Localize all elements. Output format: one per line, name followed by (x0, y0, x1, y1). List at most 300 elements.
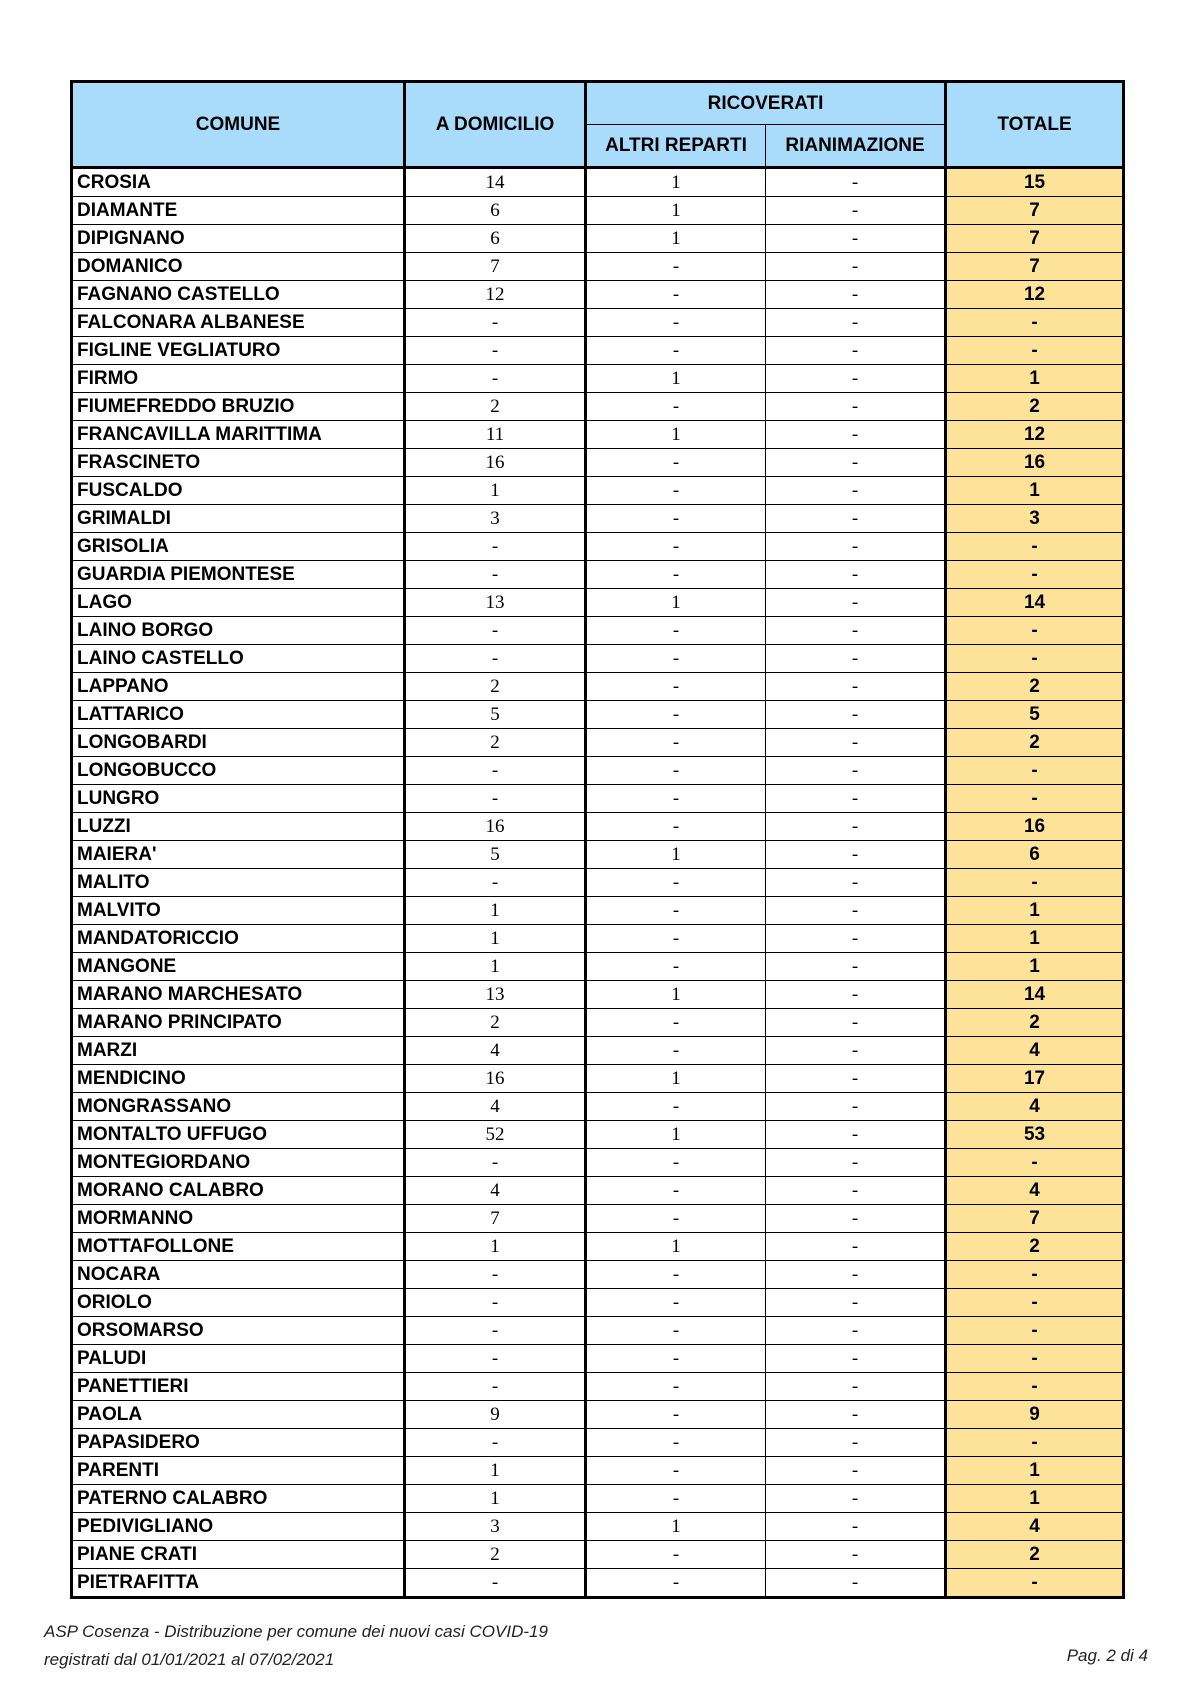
cell-rianimazione: - (766, 1149, 946, 1177)
cell-comune: MONTALTO UFFUGO (72, 1121, 405, 1149)
cell-totale: 14 (946, 589, 1124, 617)
cell-comune: PAPASIDERO (72, 1429, 405, 1457)
cell-altri-reparti: - (586, 449, 766, 477)
cell-altri-reparti: 1 (586, 981, 766, 1009)
cell-comune: MOTTAFOLLONE (72, 1233, 405, 1261)
cell-totale: 4 (946, 1177, 1124, 1205)
cell-rianimazione: - (766, 1009, 946, 1037)
cell-comune: CROSIA (72, 168, 405, 197)
table-row (72, 981, 1124, 1009)
cell-comune: LONGOBUCCO (72, 757, 405, 785)
table-row (72, 561, 1124, 589)
cell-rianimazione: - (766, 925, 946, 953)
cell-domicilio: 12 (405, 281, 586, 309)
cell-domicilio: 52 (405, 1121, 586, 1149)
cell-altri-reparti: - (586, 561, 766, 589)
cell-altri-reparti: - (586, 1485, 766, 1513)
cell-domicilio: 4 (405, 1093, 586, 1121)
cell-domicilio: - (405, 645, 586, 673)
header-ricoverati: RICOVERATI (586, 82, 946, 125)
table-row (72, 533, 1124, 561)
cell-comune: LUZZI (72, 813, 405, 841)
cell-altri-reparti: - (586, 281, 766, 309)
cell-totale: 4 (946, 1513, 1124, 1541)
cell-totale: - (946, 1429, 1124, 1457)
cell-domicilio: - (405, 757, 586, 785)
cell-comune: PALUDI (72, 1345, 405, 1373)
table-row (72, 1485, 1124, 1513)
cell-comune: MORMANNO (72, 1205, 405, 1233)
cell-totale: - (946, 1317, 1124, 1345)
cell-comune: GRIMALDI (72, 505, 405, 533)
cell-comune: MAIERA' (72, 841, 405, 869)
table-row (72, 1429, 1124, 1457)
cell-totale: 7 (946, 225, 1124, 253)
cell-domicilio: 1 (405, 897, 586, 925)
cell-rianimazione: - (766, 168, 946, 197)
cell-altri-reparti: - (586, 1261, 766, 1289)
table-row (72, 1401, 1124, 1429)
table-row (72, 505, 1124, 533)
cell-rianimazione: - (766, 701, 946, 729)
cell-altri-reparti: - (586, 645, 766, 673)
cell-rianimazione: - (766, 1513, 946, 1541)
table-row (72, 729, 1124, 757)
cell-totale: 7 (946, 1205, 1124, 1233)
cell-domicilio: 3 (405, 1513, 586, 1541)
cell-altri-reparti: - (586, 477, 766, 505)
cell-domicilio: 5 (405, 701, 586, 729)
table-row (72, 477, 1124, 505)
table-row (72, 925, 1124, 953)
table-row (72, 1569, 1124, 1598)
cell-altri-reparti: - (586, 1037, 766, 1065)
cell-totale: 16 (946, 449, 1124, 477)
cell-totale: 1 (946, 925, 1124, 953)
cell-altri-reparti: - (586, 1009, 766, 1037)
table-row (72, 1541, 1124, 1569)
cell-domicilio: 16 (405, 449, 586, 477)
cell-totale: 1 (946, 1457, 1124, 1485)
cell-altri-reparti: - (586, 533, 766, 561)
cell-comune: GRISOLIA (72, 533, 405, 561)
cell-altri-reparti: - (586, 505, 766, 533)
table-row (72, 897, 1124, 925)
table-row (72, 1261, 1124, 1289)
cell-comune: FRASCINETO (72, 449, 405, 477)
cell-rianimazione: - (766, 1429, 946, 1457)
cell-comune: PIETRAFITTA (72, 1569, 405, 1598)
cell-domicilio: - (405, 617, 586, 645)
cell-domicilio: 14 (405, 168, 586, 197)
cell-altri-reparti: 1 (586, 1121, 766, 1149)
cell-comune: MARANO PRINCIPATO (72, 1009, 405, 1037)
cell-rianimazione: - (766, 869, 946, 897)
cell-rianimazione: - (766, 729, 946, 757)
cell-totale: - (946, 869, 1124, 897)
cell-altri-reparti: - (586, 785, 766, 813)
cell-altri-reparti: 1 (586, 365, 766, 393)
table-row (72, 1065, 1124, 1093)
cell-totale: - (946, 309, 1124, 337)
table-row (72, 1457, 1124, 1485)
cell-rianimazione: - (766, 477, 946, 505)
table-row (72, 309, 1124, 337)
cell-domicilio: 7 (405, 253, 586, 281)
header-altri-reparti: ALTRI REPARTI (586, 125, 766, 168)
cell-domicilio: - (405, 1345, 586, 1373)
table-row (72, 869, 1124, 897)
cell-rianimazione: - (766, 1177, 946, 1205)
cell-domicilio: - (405, 785, 586, 813)
cell-comune: MANDATORICCIO (72, 925, 405, 953)
cell-comune: PATERNO CALABRO (72, 1485, 405, 1513)
cell-altri-reparti: - (586, 1205, 766, 1233)
cell-altri-reparti: - (586, 1569, 766, 1598)
cell-domicilio: 1 (405, 1485, 586, 1513)
cell-domicilio: - (405, 1429, 586, 1457)
cell-altri-reparti: - (586, 673, 766, 701)
header-rianimazione: RIANIMAZIONE (766, 125, 946, 168)
cell-rianimazione: - (766, 813, 946, 841)
cell-comune: ORIOLO (72, 1289, 405, 1317)
cell-totale: - (946, 1373, 1124, 1401)
cell-totale: 2 (946, 729, 1124, 757)
cell-altri-reparti: - (586, 1177, 766, 1205)
cell-totale: 3 (946, 505, 1124, 533)
cell-rianimazione: - (766, 1457, 946, 1485)
cell-domicilio: 5 (405, 841, 586, 869)
cell-altri-reparti: - (586, 1317, 766, 1345)
table-row (72, 673, 1124, 701)
cell-rianimazione: - (766, 841, 946, 869)
cell-domicilio: 2 (405, 673, 586, 701)
cell-altri-reparti: - (586, 757, 766, 785)
footer-caption (44, 1618, 548, 1674)
table-row (72, 701, 1124, 729)
cases-table (70, 80, 1125, 1599)
page-number: Pag. 2 di 4 (1066, 1646, 1148, 1665)
cell-altri-reparti: - (586, 1149, 766, 1177)
table-row (72, 1149, 1124, 1177)
cell-totale: 2 (946, 393, 1124, 421)
cell-rianimazione: - (766, 1065, 946, 1093)
cell-altri-reparti: 1 (586, 589, 766, 617)
cell-comune: FALCONARA ALBANESE (72, 309, 405, 337)
cell-comune: LAINO CASTELLO (72, 645, 405, 673)
table-row (72, 1205, 1124, 1233)
table-row (72, 253, 1124, 281)
cell-altri-reparti: - (586, 1289, 766, 1317)
cell-comune: NOCARA (72, 1261, 405, 1289)
header-totale: TOTALE (946, 82, 1124, 168)
cell-rianimazione: - (766, 757, 946, 785)
cell-altri-reparti: - (586, 393, 766, 421)
cell-domicilio: - (405, 1289, 586, 1317)
table-row (72, 617, 1124, 645)
cell-comune: MENDICINO (72, 1065, 405, 1093)
cell-domicilio: 13 (405, 981, 586, 1009)
cell-rianimazione: - (766, 365, 946, 393)
cell-comune: LAPPANO (72, 673, 405, 701)
cell-totale: 9 (946, 1401, 1124, 1429)
cell-comune: FRANCAVILLA MARITTIMA (72, 421, 405, 449)
cell-comune: MORANO CALABRO (72, 1177, 405, 1205)
cell-altri-reparti: - (586, 813, 766, 841)
cell-totale: 4 (946, 1037, 1124, 1065)
cell-comune: LUNGRO (72, 785, 405, 813)
cell-domicilio: 6 (405, 225, 586, 253)
cell-rianimazione: - (766, 1317, 946, 1345)
table-row (72, 449, 1124, 477)
cell-domicilio: 1 (405, 1233, 586, 1261)
cell-comune: LATTARICO (72, 701, 405, 729)
cell-comune: MANGONE (72, 953, 405, 981)
table-row (72, 589, 1124, 617)
cell-rianimazione: - (766, 1289, 946, 1317)
cell-comune: LONGOBARDI (72, 729, 405, 757)
cell-altri-reparti: 1 (586, 1513, 766, 1541)
table-row (72, 225, 1124, 253)
table-row (72, 421, 1124, 449)
cell-rianimazione: - (766, 1373, 946, 1401)
cell-domicilio: 16 (405, 813, 586, 841)
cell-totale: 1 (946, 1485, 1124, 1513)
cell-totale: - (946, 645, 1124, 673)
table-row (72, 1037, 1124, 1065)
table-row (72, 757, 1124, 785)
cell-totale: - (946, 1261, 1124, 1289)
cell-altri-reparti: - (586, 1345, 766, 1373)
cell-totale: - (946, 1345, 1124, 1373)
cell-altri-reparti: - (586, 1093, 766, 1121)
cell-totale: 6 (946, 841, 1124, 869)
cell-rianimazione: - (766, 197, 946, 225)
cell-rianimazione: - (766, 393, 946, 421)
cell-totale: 1 (946, 953, 1124, 981)
cell-totale: - (946, 1569, 1124, 1598)
cell-rianimazione: - (766, 1037, 946, 1065)
cell-rianimazione: - (766, 225, 946, 253)
table-row (72, 393, 1124, 421)
cell-rianimazione: - (766, 673, 946, 701)
cell-comune: DIAMANTE (72, 197, 405, 225)
cell-domicilio: 16 (405, 1065, 586, 1093)
cell-totale: 16 (946, 813, 1124, 841)
cell-totale: 2 (946, 1009, 1124, 1037)
cell-comune: MONGRASSANO (72, 1093, 405, 1121)
cell-totale: 12 (946, 281, 1124, 309)
cell-rianimazione: - (766, 1093, 946, 1121)
cell-totale: - (946, 561, 1124, 589)
table-row (72, 337, 1124, 365)
cell-domicilio: 2 (405, 393, 586, 421)
cell-altri-reparti: - (586, 309, 766, 337)
cell-rianimazione: - (766, 505, 946, 533)
cell-rianimazione: - (766, 1121, 946, 1149)
cell-rianimazione: - (766, 561, 946, 589)
cell-comune: MONTEGIORDANO (72, 1149, 405, 1177)
table-row (72, 168, 1124, 197)
cell-altri-reparti: - (586, 897, 766, 925)
table-row (72, 197, 1124, 225)
cell-altri-reparti: - (586, 1541, 766, 1569)
cell-rianimazione: - (766, 1569, 946, 1598)
cell-rianimazione: - (766, 1485, 946, 1513)
cell-domicilio: - (405, 869, 586, 897)
table-body (72, 168, 1124, 1598)
table-row (72, 1177, 1124, 1205)
cell-totale: 5 (946, 701, 1124, 729)
cell-totale: 1 (946, 365, 1124, 393)
cell-altri-reparti: - (586, 253, 766, 281)
cell-totale: 4 (946, 1093, 1124, 1121)
cell-totale: 15 (946, 168, 1124, 197)
cell-comune: LAGO (72, 589, 405, 617)
cell-rianimazione: - (766, 953, 946, 981)
cell-domicilio: - (405, 1373, 586, 1401)
cell-domicilio: 3 (405, 505, 586, 533)
cell-totale: 1 (946, 477, 1124, 505)
cell-rianimazione: - (766, 1401, 946, 1429)
cell-altri-reparti: - (586, 1401, 766, 1429)
cell-altri-reparti: 1 (586, 197, 766, 225)
table-row (72, 1093, 1124, 1121)
cell-domicilio: - (405, 365, 586, 393)
cell-altri-reparti: 1 (586, 168, 766, 197)
cell-domicilio: 2 (405, 1541, 586, 1569)
cell-altri-reparti: - (586, 729, 766, 757)
cell-comune: FIUMEFREDDO BRUZIO (72, 393, 405, 421)
cell-comune: MALITO (72, 869, 405, 897)
cell-rianimazione: - (766, 421, 946, 449)
table-row (72, 1373, 1124, 1401)
table-row (72, 645, 1124, 673)
cell-comune: DIPIGNANO (72, 225, 405, 253)
cell-comune: FIRMO (72, 365, 405, 393)
cell-domicilio: - (405, 1149, 586, 1177)
cell-domicilio: 2 (405, 729, 586, 757)
table-row (72, 365, 1124, 393)
table-row (72, 281, 1124, 309)
cell-domicilio: 4 (405, 1177, 586, 1205)
cell-rianimazione: - (766, 589, 946, 617)
table-row (72, 953, 1124, 981)
cell-domicilio: 1 (405, 925, 586, 953)
cell-comune: MALVITO (72, 897, 405, 925)
cell-altri-reparti: - (586, 1429, 766, 1457)
cell-altri-reparti: 1 (586, 841, 766, 869)
cell-rianimazione: - (766, 309, 946, 337)
cell-domicilio: - (405, 561, 586, 589)
cell-domicilio: 2 (405, 1009, 586, 1037)
cell-rianimazione: - (766, 1261, 946, 1289)
table-row (72, 1289, 1124, 1317)
cell-altri-reparti: 1 (586, 225, 766, 253)
table-row (72, 1513, 1124, 1541)
cell-totale: 7 (946, 253, 1124, 281)
cell-totale: - (946, 1149, 1124, 1177)
cell-comune: MARZI (72, 1037, 405, 1065)
table-row (72, 813, 1124, 841)
table-row (72, 1317, 1124, 1345)
cell-comune: FAGNANO CASTELLO (72, 281, 405, 309)
cell-comune: PARENTI (72, 1457, 405, 1485)
cell-comune: PEDIVIGLIANO (72, 1513, 405, 1541)
cell-altri-reparti: - (586, 701, 766, 729)
cell-rianimazione: - (766, 617, 946, 645)
cell-totale: 12 (946, 421, 1124, 449)
cell-totale: - (946, 1289, 1124, 1317)
header-comune: COMUNE (72, 82, 405, 168)
cell-domicilio: - (405, 533, 586, 561)
cell-domicilio: 1 (405, 1457, 586, 1485)
cell-altri-reparti: 1 (586, 421, 766, 449)
cell-totale: 2 (946, 673, 1124, 701)
cell-altri-reparti: - (586, 337, 766, 365)
cell-comune: PIANE CRATI (72, 1541, 405, 1569)
cell-rianimazione: - (766, 533, 946, 561)
cell-rianimazione: - (766, 981, 946, 1009)
cell-domicilio: - (405, 1569, 586, 1598)
cell-domicilio: - (405, 337, 586, 365)
cell-totale: - (946, 617, 1124, 645)
cell-rianimazione: - (766, 281, 946, 309)
cell-rianimazione: - (766, 785, 946, 813)
cell-comune: FUSCALDO (72, 477, 405, 505)
cell-totale: 53 (946, 1121, 1124, 1149)
cell-rianimazione: - (766, 337, 946, 365)
cell-domicilio: 4 (405, 1037, 586, 1065)
cell-comune: PAOLA (72, 1401, 405, 1429)
cell-comune: MARANO MARCHESATO (72, 981, 405, 1009)
cell-altri-reparti: - (586, 617, 766, 645)
cell-rianimazione: - (766, 1205, 946, 1233)
footer-line-2: registrati dal 01/01/2021 al 07/02/2021 (44, 1650, 335, 1669)
cell-altri-reparti: - (586, 1373, 766, 1401)
cell-comune: DOMANICO (72, 253, 405, 281)
cell-comune: GUARDIA PIEMONTESE (72, 561, 405, 589)
cell-altri-reparti: - (586, 953, 766, 981)
cell-totale: - (946, 533, 1124, 561)
cell-altri-reparti: - (586, 1457, 766, 1485)
cell-domicilio: - (405, 309, 586, 337)
cell-domicilio: 1 (405, 477, 586, 505)
cell-rianimazione: - (766, 449, 946, 477)
cell-altri-reparti: 1 (586, 1233, 766, 1261)
table-row (72, 1009, 1124, 1037)
cell-domicilio: 11 (405, 421, 586, 449)
table-row (72, 841, 1124, 869)
cell-domicilio: - (405, 1317, 586, 1345)
cell-totale: - (946, 337, 1124, 365)
cell-totale: 14 (946, 981, 1124, 1009)
cell-totale: - (946, 785, 1124, 813)
cell-altri-reparti: 1 (586, 1065, 766, 1093)
table-row (72, 1121, 1124, 1149)
cell-domicilio: 6 (405, 197, 586, 225)
cell-domicilio: 7 (405, 1205, 586, 1233)
cell-domicilio: 13 (405, 589, 586, 617)
cell-comune: LAINO BORGO (72, 617, 405, 645)
cell-comune: FIGLINE VEGLIATURO (72, 337, 405, 365)
cell-domicilio: - (405, 1261, 586, 1289)
cell-rianimazione: - (766, 253, 946, 281)
cell-rianimazione: - (766, 1345, 946, 1373)
cell-rianimazione: - (766, 1233, 946, 1261)
cell-domicilio: 1 (405, 953, 586, 981)
footer-line-1: ASP Cosenza - Distribuzione per comune dei nuovi casi COVID-19 (44, 1622, 548, 1641)
